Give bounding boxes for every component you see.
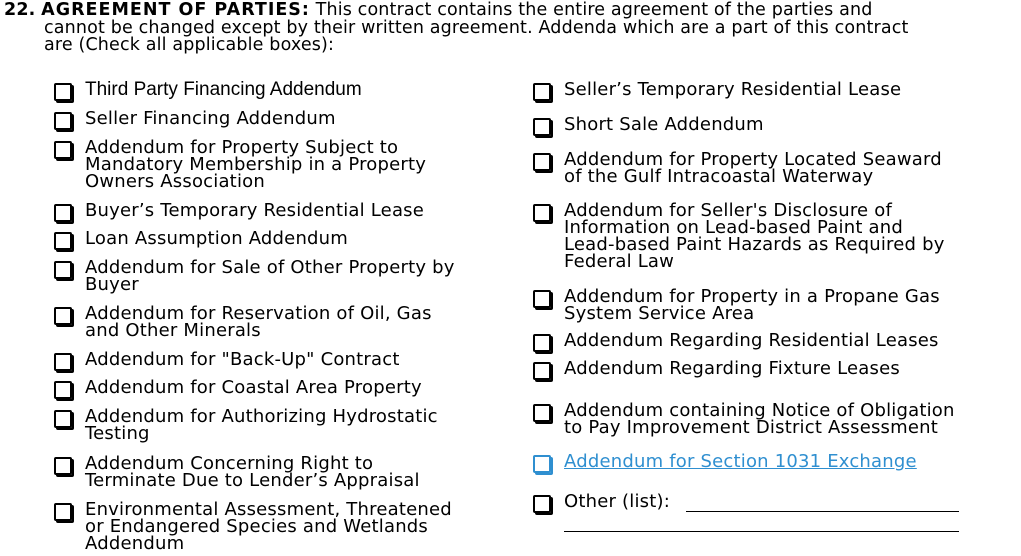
checkbox-icon[interactable] xyxy=(533,334,551,352)
section-intro xyxy=(4,2,996,55)
addendum-improvement-district[interactable] xyxy=(533,402,955,436)
addendum-other[interactable] xyxy=(533,493,670,513)
checkbox-icon[interactable] xyxy=(533,153,551,171)
addendum-loan-assumption[interactable] xyxy=(54,230,348,250)
checkbox-icon[interactable] xyxy=(533,83,551,101)
checkbox-icon[interactable] xyxy=(54,83,72,101)
section-number: 22. xyxy=(4,0,36,20)
addendum-label: Addendum containing Notice of Obligation to Pay Improvement District Assessment xyxy=(564,400,955,438)
checkbox-icon[interactable] xyxy=(533,290,551,308)
addendum-back-up-contract[interactable] xyxy=(54,351,400,371)
other-list-field-line-1[interactable] xyxy=(686,511,959,512)
checkbox-icon[interactable] xyxy=(54,141,72,159)
addendum-label: Addendum for Authorizing Hydrostatic Testing xyxy=(85,406,438,444)
other-list-field-line-2[interactable] xyxy=(564,531,959,532)
addendum-label: Addendum for Reservation of Oil, Gas and Other Minerals xyxy=(85,303,432,341)
addendum-label: Addendum for Seller's Disclosure of Information on Lead-based Paint and Lead-based Paint Hazards as Required by Federal Law xyxy=(564,200,945,272)
addendum-label: Addendum for Sale of Other Property by Buyer xyxy=(85,257,455,295)
intro-line-1: This contract contains the entire agreement of the parties and xyxy=(315,0,873,20)
addendum-label: Buyer’s Temporary Residential Lease xyxy=(85,200,425,221)
checkbox-icon[interactable] xyxy=(54,204,72,222)
addendum-lead-based-paint[interactable] xyxy=(533,202,945,270)
addendum-label: Addendum for "Back-Up" Contract xyxy=(85,349,400,370)
addendum-label: Addendum Concerning Right to Terminate Due to Lender’s Appraisal xyxy=(85,453,420,491)
checkbox-icon[interactable] xyxy=(54,410,72,428)
checkbox-icon[interactable] xyxy=(533,495,551,513)
addendum-section-1031[interactable] xyxy=(533,453,917,473)
checkbox-icon[interactable] xyxy=(54,457,72,475)
addendum-label: Seller’s Temporary Residential Lease xyxy=(564,79,902,100)
addendum-label: Addendum for Coastal Area Property xyxy=(85,377,422,398)
addendum-label: Addendum for Property Located Seaward of the Gulf Intracoastal Waterway xyxy=(564,149,942,187)
checkbox-icon[interactable] xyxy=(533,118,551,136)
addendum-gulf-intracoastal[interactable] xyxy=(533,151,942,185)
addendum-label: Seller Financing Addendum xyxy=(85,108,336,129)
checkbox-icon[interactable] xyxy=(54,261,72,279)
addendum-label: Environmental Assessment, Threatened or Endangered Species and Wetlands Addendum xyxy=(85,499,452,554)
addendum-coastal-area[interactable] xyxy=(54,379,422,399)
addendum-label: Addendum Regarding Fixture Leases xyxy=(564,358,900,379)
addendum-hydrostatic-testing[interactable] xyxy=(54,408,438,442)
addendum-fixture-leases[interactable] xyxy=(533,360,900,380)
checkbox-icon[interactable] xyxy=(54,353,72,371)
addendum-label: Other (list): xyxy=(564,491,670,512)
addendum-seller-financing[interactable] xyxy=(54,110,336,130)
addendum-label: Short Sale Addendum xyxy=(564,114,764,135)
checkbox-icon[interactable] xyxy=(54,503,72,521)
checkbox-icon[interactable] xyxy=(533,204,551,222)
addendum-label: Addendum for Property in a Propane Gas System Service Area xyxy=(564,286,940,324)
intro-line-3: are (Check all applicable boxes): xyxy=(44,35,335,55)
addendum-third-party-financing[interactable] xyxy=(54,81,362,101)
checkbox-icon[interactable] xyxy=(54,112,72,130)
checkbox-icon[interactable] xyxy=(54,381,72,399)
addendum-label: Addendum Regarding Residential Leases xyxy=(564,330,939,351)
addendum-seller-temporary-lease[interactable] xyxy=(533,81,901,101)
checkbox-icon[interactable] xyxy=(533,362,551,380)
addendum-propane-gas[interactable] xyxy=(533,288,940,322)
checkbox-icon[interactable] xyxy=(533,455,551,473)
addendum-lender-appraisal[interactable] xyxy=(54,455,420,489)
addendum-owners-association[interactable] xyxy=(54,139,426,190)
addendum-section-1031-link[interactable]: Addendum for Section 1031 Exchange xyxy=(564,451,917,472)
intro-line-2: cannot be changed except by their written agreement. Addenda which are a part of this contract xyxy=(44,17,909,38)
section-heading: AGREEMENT OF PARTIES: xyxy=(41,0,310,20)
addendum-buyer-temporary-lease[interactable] xyxy=(54,202,424,222)
checkbox-icon[interactable] xyxy=(54,232,72,250)
addendum-short-sale[interactable] xyxy=(533,116,764,136)
addendum-environmental[interactable] xyxy=(54,501,452,552)
addendum-residential-leases[interactable] xyxy=(533,332,939,352)
checkbox-icon[interactable] xyxy=(54,307,72,325)
addendum-label: Third Party Financing Addendum xyxy=(85,79,362,100)
addendum-label: Addendum for Property Subject to Mandatory Membership in a Property Owners Association xyxy=(85,137,427,192)
checkbox-icon[interactable] xyxy=(533,404,551,422)
addendum-sale-other-property[interactable] xyxy=(54,259,455,293)
addendum-oil-gas-minerals[interactable] xyxy=(54,305,432,339)
addendum-label: Loan Assumption Addendum xyxy=(85,228,349,249)
